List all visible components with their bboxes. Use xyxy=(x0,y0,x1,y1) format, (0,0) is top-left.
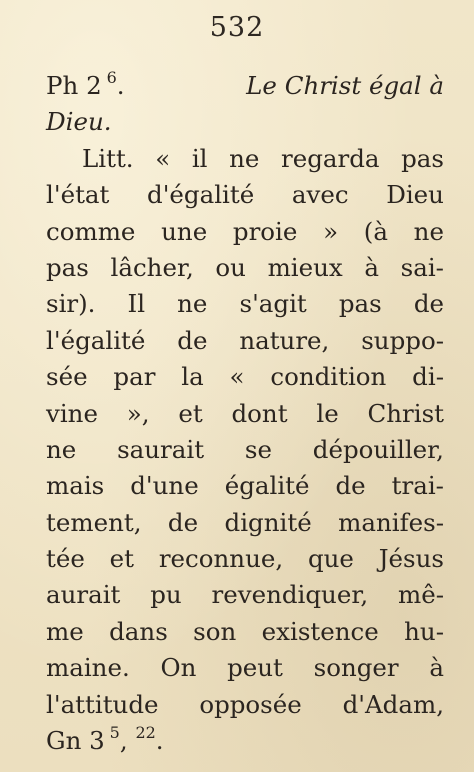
text-line: vine », et dont le Christ xyxy=(46,398,444,428)
page-number: 532 xyxy=(209,12,265,43)
heading-title: Le Christ égal à xyxy=(246,71,444,100)
text-line: ne saurait se dépouiller, xyxy=(46,434,444,464)
verse-number: 5 xyxy=(109,722,120,742)
text-line: tée et reconnue, que Jésus xyxy=(46,544,444,574)
text-line: l'état d'égalité avec Dieu xyxy=(46,180,444,210)
book-abbrev: Ph xyxy=(46,71,79,100)
text-line: me dans son existence hu- xyxy=(46,616,444,646)
text-line: sée par la « condition di- xyxy=(46,362,444,392)
chapter-number: 3 xyxy=(89,726,105,756)
text-line: maine. On peut songer à xyxy=(46,653,444,683)
heading-line-1: Ph 2 $^6$. Le Christ égal à xyxy=(46,68,444,104)
text-line: aurait pu revendiquer, mê- xyxy=(46,580,444,610)
heading-line-2: Dieu. xyxy=(46,107,112,137)
text-line: l'attitude opposée d'Adam, xyxy=(46,689,444,719)
cross-reference-line: Gn 3 $^5$, $^{22}$. xyxy=(46,723,444,759)
text-line: sir). Il ne s'agit pas de xyxy=(46,289,444,319)
text-line: mais d'une égalité de trai- xyxy=(46,471,444,501)
text-line: tement, de dignité manifes- xyxy=(46,507,444,537)
text-line: pas lâcher, ou mieux à sai- xyxy=(46,252,444,282)
book-abbrev: Gn xyxy=(46,726,82,756)
verse-number: 6 xyxy=(106,67,117,87)
text-line: Litt. « il ne regarda pas xyxy=(82,143,444,173)
note-text xyxy=(46,68,444,759)
text-line: comme une proie » (à ne xyxy=(46,216,444,246)
verse-number: 22 xyxy=(135,722,156,742)
chapter-number: 2 xyxy=(86,71,102,100)
text-line: l'égalité de nature, suppo- xyxy=(46,325,444,355)
